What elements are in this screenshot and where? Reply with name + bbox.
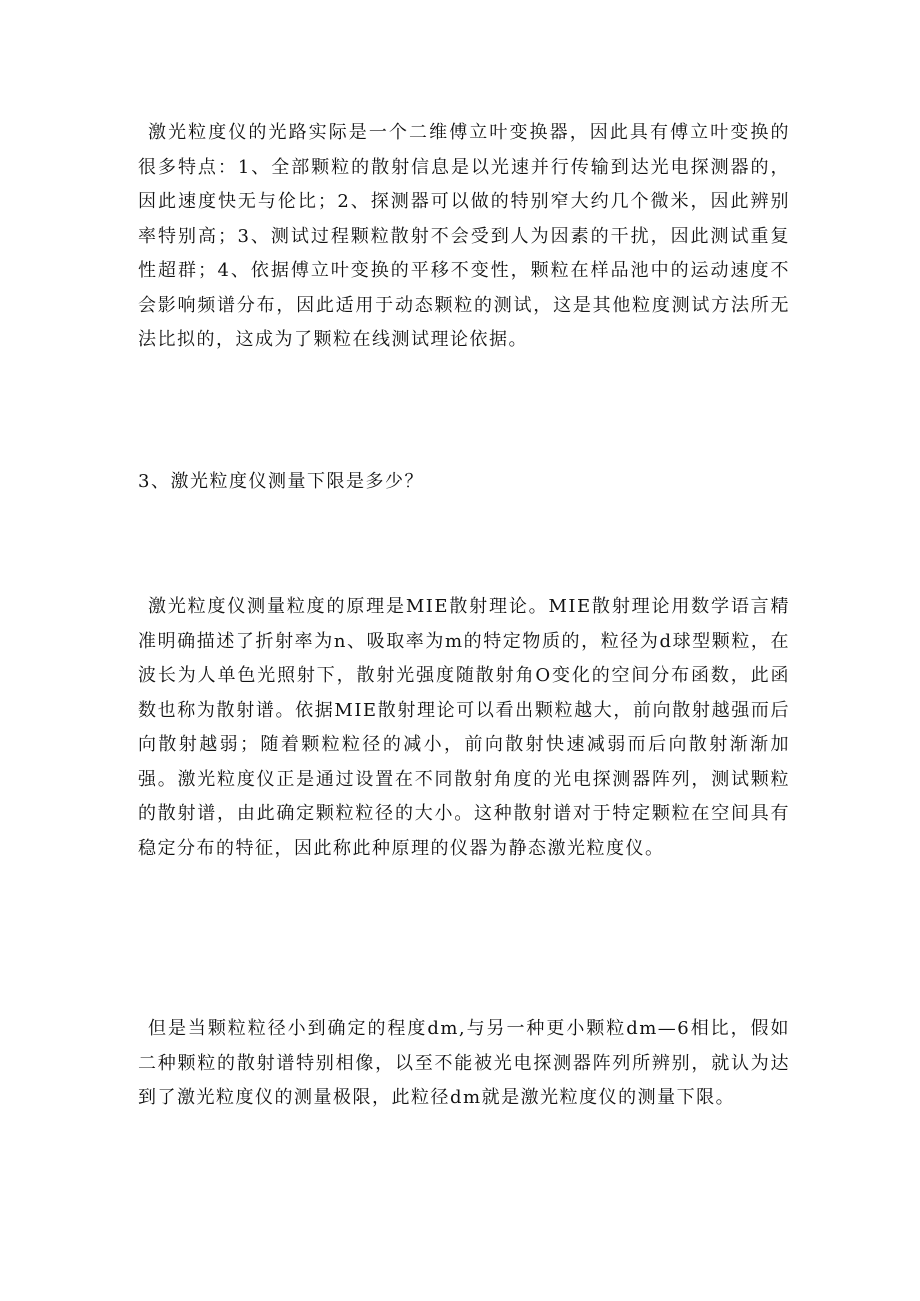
paragraph-mie-theory: 激光粒度仪测量粒度的原理是MIE散射理论。MIE散射理论用数学语言精准明确描述了折射率为n、吸取率为m的特定物质的，粒径为d球型颗粒，在波长为人单色光照射下，散射光强度随散射角O变化的空间分布函数，此函数也称为散射谱。依据MIE散射理论可以看出颗粒越大，前向散射越强而后向散射越弱；随着颗粒粒径的减小，前向散射快速减弱而后向散射渐渐加强。激光粒度仪正是通过设置在不同散射角度的光电探测器阵列，测试颗粒的散射谱，由此确定颗粒粒径的大小。这种散射谱对于特定颗粒在空间具有稳定分布的特征，因此称此种原理的仪器为静态激光粒度仪。: [138, 596, 790, 859]
paragraph-optical-path: 激光粒度仪的光路实际是一个二维傅立叶变换器，因此具有傅立叶变换的很多特点：1、全部颗粒的散射信息是以光速并行传输到达光电探测器的，因此速度快无与伦比；2、探测器可以做的特别窄大约几个微米，因此辨别率特别高；3、测试过程颗粒散射不会受到人为因素的干扰，因此测试重复性超群；4、依据傅立叶变换的平移不变性，颗粒在样品池中的运动速度不会影响频谱分布，因此适用于动态颗粒的测试，这是其他粒度测试方法所无法比拟的，这成为了颗粒在线测试理论依据。: [138, 122, 790, 350]
paragraph-measurement-limit: 但是当颗粒粒径小到确定的程度dm,与另一种更小颗粒dm—6相比，假如二种颗粒的散射谱特别相像，以至不能被光电探测器阵列所辨别，就认为达到了激光粒度仪的测量极限，此粒径dm就是激光粒度仪的测量下限。: [138, 1018, 790, 1108]
section-heading-3: 3、激光粒度仪测量下限是多少？: [138, 471, 424, 492]
